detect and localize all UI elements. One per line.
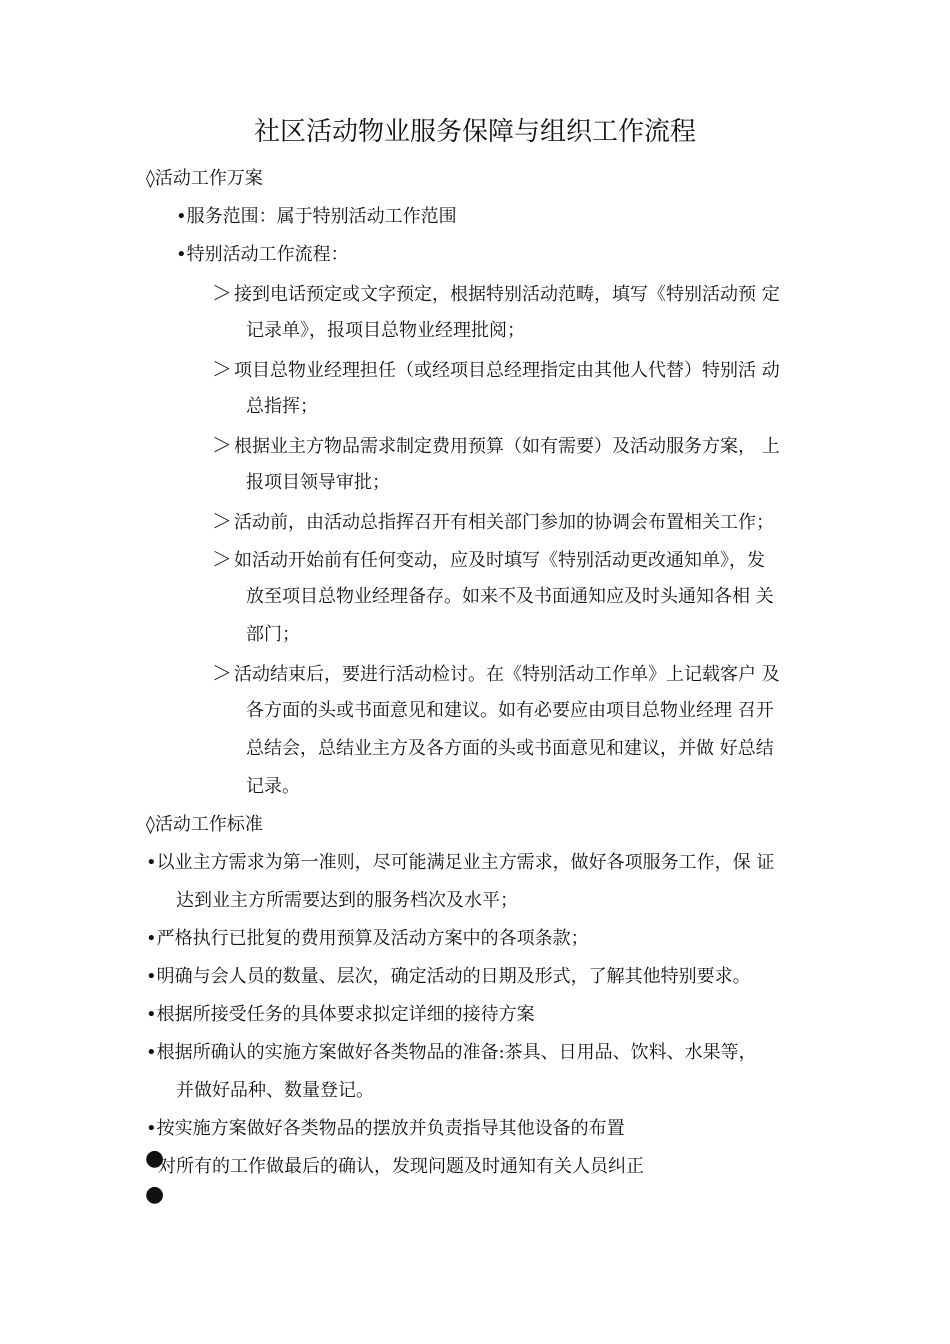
bullet-icon: ● xyxy=(145,1146,165,1171)
flow-heading: •特别活动工作流程： xyxy=(176,244,349,265)
standard-5-line-1: •根据所确认的实施方案做好各类物品的准备:茶具、日用品、饮料、水果等， xyxy=(146,1042,757,1063)
step-5-line-1 xyxy=(212,546,765,574)
step-6-line-2: 各方面的头或书面意见和建议。如有必要应由项目总物业经理 召开 xyxy=(246,700,774,721)
step-text: 接到电话预定或文字预定，根据特别活动范畴，填写《特别活动预 定 xyxy=(234,284,780,305)
arrow-icon: ＞ xyxy=(212,433,232,457)
step-1-line-1 xyxy=(212,280,818,308)
standard-7: 对所有的工作做最后的确认，发现问题及时通知有关人员纠正 xyxy=(158,1156,644,1177)
standard-1-line-2: 达到业主方所需要达到的服务档次及水平； xyxy=(176,890,518,911)
step-2-line-1 xyxy=(212,356,780,384)
step-text: 根据业主方物品需求制定费用预算（如有需要）及活动服务方案， 上 xyxy=(234,436,780,457)
step-5-line-3: 部门； xyxy=(246,624,300,645)
bullet-icon: ● xyxy=(145,1182,165,1207)
step-3-line-1 xyxy=(212,432,780,460)
step-4-line-1 xyxy=(212,508,774,536)
step-6-line-3: 总结会，总结业主方及各方面的头或书面意见和建议，并做 好总结 xyxy=(246,738,774,759)
step-text: 活动结束后，要进行活动检讨。在《特别活动工作单》上记载客户 及 xyxy=(234,664,780,685)
arrow-icon: ＞ xyxy=(212,509,232,533)
section-heading-plan: ◊活动工作万案 xyxy=(146,168,263,189)
arrow-icon: ＞ xyxy=(212,357,232,381)
step-text: 活动前，由活动总指挥召开有相关部门参加的协调会布置相关工作； xyxy=(234,512,774,533)
service-scope: •服务范围：属于特别活动工作范围 xyxy=(176,206,457,227)
step-6-line-1 xyxy=(212,660,780,688)
standard-5-line-2: 并做好品种、数量登记。 xyxy=(176,1080,374,1101)
step-3-line-2: 报项目领导审批； xyxy=(246,472,390,493)
step-2-line-2: 总指挥； xyxy=(246,396,318,417)
standard-6: •按实施方案做好各类物品的摆放并负责指导其他设备的布置 xyxy=(146,1118,625,1139)
step-text: 项目总物业经理担任（或经项目总经理指定由其他人代替）特别活 动 xyxy=(234,360,780,381)
standard-1-line-1: •以业主方需求为第一准则，尽可能满足业主方需求，做好各项服务工作，保 证 xyxy=(146,852,775,873)
standard-3: •明确与会人员的数量、层次，确定活动的日期及形式，了解其他特别要求。 xyxy=(146,966,751,987)
arrow-icon: ＞ xyxy=(212,547,232,571)
standard-2: •严格执行已批复的费用预算及活动方案中的各项条款； xyxy=(146,928,589,949)
standard-4: •根据所接受任务的具体要求拟定详细的接待方案 xyxy=(146,1004,535,1025)
step-text: 如活动开始前有任何变动，应及时填写《特别活动更改通知单》，发 xyxy=(234,550,765,571)
step-5-line-2: 放至项目总物业经理备存。如来不及书面通知应及时头通知各相 关 xyxy=(246,586,774,607)
step-6-line-4: 记录。 xyxy=(246,776,300,797)
section-heading-standards: ◊活动工作标准 xyxy=(146,814,263,835)
step-1-line-2: 记录单》，报项目总物业经理批阅； xyxy=(246,320,525,341)
page-title: 社区活动物业服务保障与组织工作流程 xyxy=(253,117,696,147)
arrow-icon: ＞ xyxy=(212,281,232,305)
arrow-icon: ＞ xyxy=(212,661,232,685)
